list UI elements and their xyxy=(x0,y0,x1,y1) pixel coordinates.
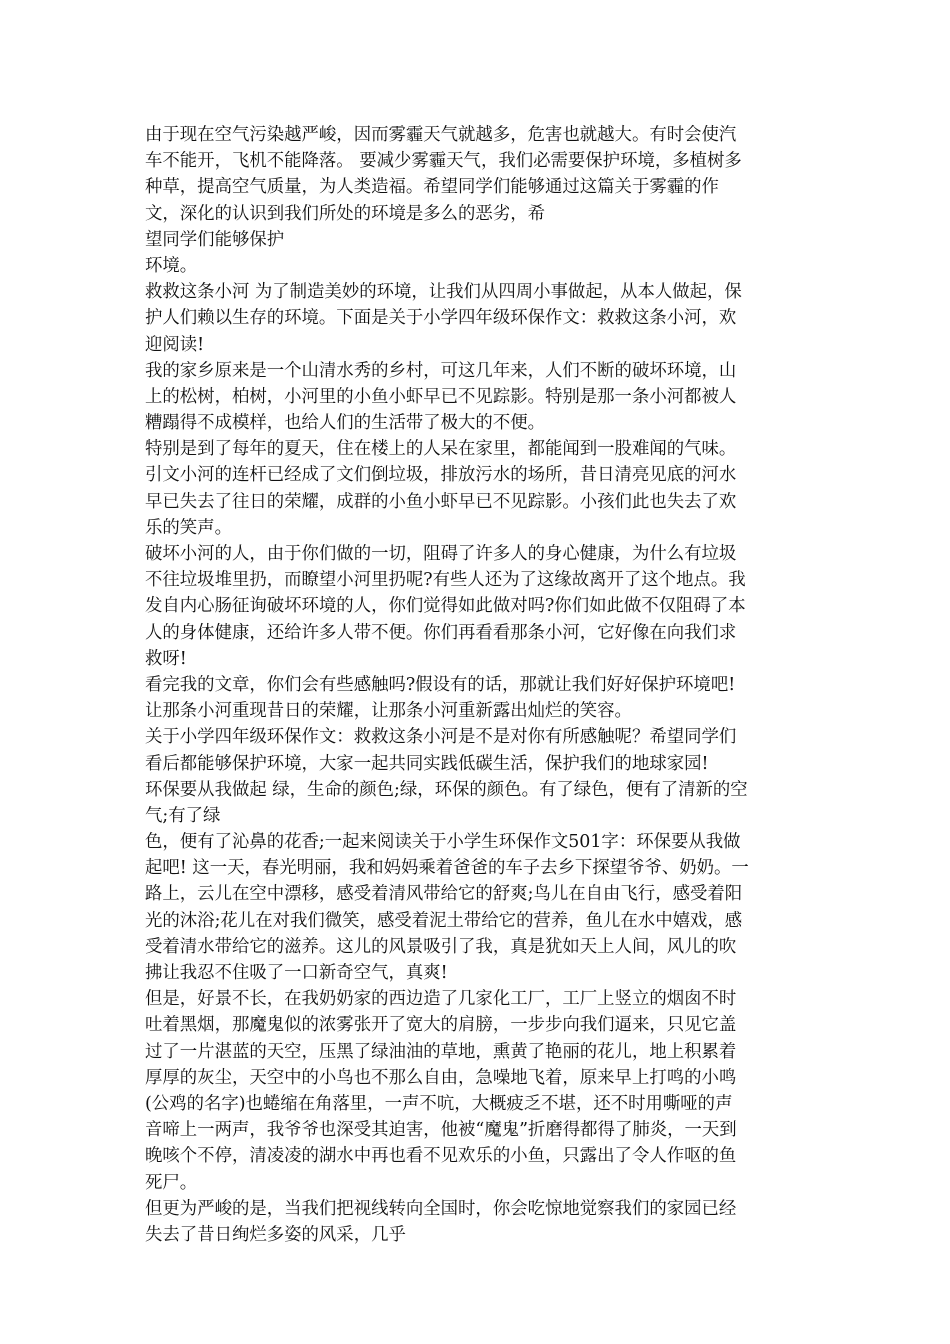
text-line: 看完我的文章，你们会有些感触吗?假设有的话，那就让我们好好保护环境吧! xyxy=(145,674,736,695)
text-line: 糟蹋得不成模样，也给人们的生活带了极大的不便。 xyxy=(145,413,545,434)
text-line: 晚咳个不停，清凌凌的湖水中再也看不见欢乐的小鱼，只露出了令人作呕的鱼 xyxy=(145,1146,737,1167)
text-line: 不往垃圾堆里扔，而瞭望小河里扔呢?有些人还为了这缘故离开了这个地点。我 xyxy=(145,570,746,591)
text-line: 文，深化的认识到我们所处的环境是多么的恶劣，希 xyxy=(145,203,545,224)
text-line: 路上，云儿在空中漂移，感受着清风带给它的舒爽;鸟儿在自由飞行，感受着阳 xyxy=(145,884,743,905)
text-line: 但是，好景不长，在我奶奶家的西边造了几家化工厂，工厂上竖立的烟囱不时 xyxy=(145,989,737,1010)
text-line: 车不能开，飞机不能降落。 要减少雾霾天气，我们必需要保护环境，多植树多 xyxy=(145,151,742,172)
text-line: 我的家乡原来是一个山清水秀的乡村，可这几年来，人们不断的破坏环境，山 xyxy=(145,360,737,381)
text-line: 但更为严峻的是，当我们把视线转向全国时，你会吃惊地觉察我们的家园已经 xyxy=(145,1198,737,1219)
text-line: 救呀! xyxy=(145,648,187,669)
text-line: 种草，提高空气质量，为人类造福。希望同学们能够通过这篇关于雾霾的作 xyxy=(145,177,719,198)
text-line: 光的沐浴;花儿在对我们微笑，感受着泥土带给它的营养，鱼儿在水中嬉戏，感 xyxy=(145,910,743,931)
text-line: 拂让我忍不住吸了一口新奇空气，真爽! xyxy=(145,963,448,983)
text-line: 乐的笑声。 xyxy=(145,517,232,538)
text-line: 环境。 xyxy=(145,255,198,276)
text-line: 让那条小河重现昔日的荣耀，让那条小河重新露出灿烂的笑容。 xyxy=(145,701,632,722)
text-line: (公鸡的名字)也蜷缩在角落里，一声不吭，大概疲乏不堪，还不时用嘶哑的声 xyxy=(145,1093,733,1114)
text-line: 发自内心肠征询破坏环境的人，你们觉得如此做对吗?你们如此做不仅阻碍了本 xyxy=(145,596,746,617)
text-line: 环保要从我做起 绿，生命的颜色;绿，环保的颜色。有了绿色，便有了清新的空 xyxy=(145,779,748,800)
text-line: 护人们赖以生存的环境。下面是关于小学四年级环保作文：救救这条小河，欢 xyxy=(145,308,737,329)
text-line: 死尸。 xyxy=(145,1172,198,1193)
document-body xyxy=(145,122,815,1248)
text-line: 气;有了绿 xyxy=(145,805,221,826)
text-line: 看后都能够保护环境，大家一起共同实践低碳生活，保护我们的地球家园! xyxy=(145,753,709,774)
text-line: 望同学们能够保护 xyxy=(145,229,285,250)
text-line: 由于现在空气污染越严峻，因而雾霾天气就越多，危害也就越大。有时会使汽 xyxy=(145,125,737,145)
text-line: 起吧! 这一天，春光明丽，我和妈妈乘着爸爸的车子去乡下探望爷爷、奶奶。一 xyxy=(145,858,749,879)
text-line: 引文小河的连杆已经成了文们倒垃圾，排放污水的场所，昔日清亮见底的河水 xyxy=(145,465,737,486)
text-line: 受着清水带给它的滋养。这儿的风景吸引了我，真是犹如天上人间，风儿的吹 xyxy=(145,936,737,957)
text-line: 上的松树，柏树，小河里的小鱼小虾早已不见踪影。特别是那一条小河都被人 xyxy=(145,386,737,407)
text-line: 破坏小河的人，由于你们做的一切，阻碍了许多人的身心健康，为什么有垃圾 xyxy=(145,544,737,564)
text-line: 特别是到了每年的夏天，住在楼上的人呆在家里，都能闻到一股难闻的气味。 xyxy=(145,439,737,460)
text-line: 色，便有了沁鼻的花香;一起来阅读关于小学生环保作文501字：环保要从我做 xyxy=(145,832,741,853)
text-line: 关于小学四年级环保作文：救救这条小河是不是对你有所感触呢？希望同学们 xyxy=(145,727,737,748)
text-line: 救救这条小河 为了制造美妙的环境，让我们从四周小事做起，从本人做起，保 xyxy=(145,282,742,303)
text-line: 早已失去了往日的荣耀，成群的小鱼小虾早已不见踪影。小孩们此也失去了欢 xyxy=(145,491,737,512)
text-line: 失去了昔日绚烂多姿的风采，几乎 xyxy=(145,1224,406,1245)
text-line: 人的身体健康，还给许多人带不便。你们再看看那条小河，它好像在向我们求 xyxy=(145,622,737,643)
text-line: 音啼上一两声，我爷爷也深受其迫害，他被“魔鬼”折磨得都得了肺炎，一天到 xyxy=(145,1120,737,1141)
text-line: 迎阅读! xyxy=(145,334,205,355)
text-line: 过了一片湛蓝的天空，压黑了绿油油的草地，熏黄了艳丽的花儿，地上积累着 xyxy=(145,1041,737,1062)
text-line: 厚厚的灰尘，天空中的小鸟也不那么自由，急噪地飞着，原来早上打鸣的小鸣 xyxy=(145,1067,737,1088)
text-line: 吐着黑烟，那魔鬼似的浓雾张开了宽大的肩膀，一步步向我们逼来，只见它盖 xyxy=(145,1015,737,1036)
